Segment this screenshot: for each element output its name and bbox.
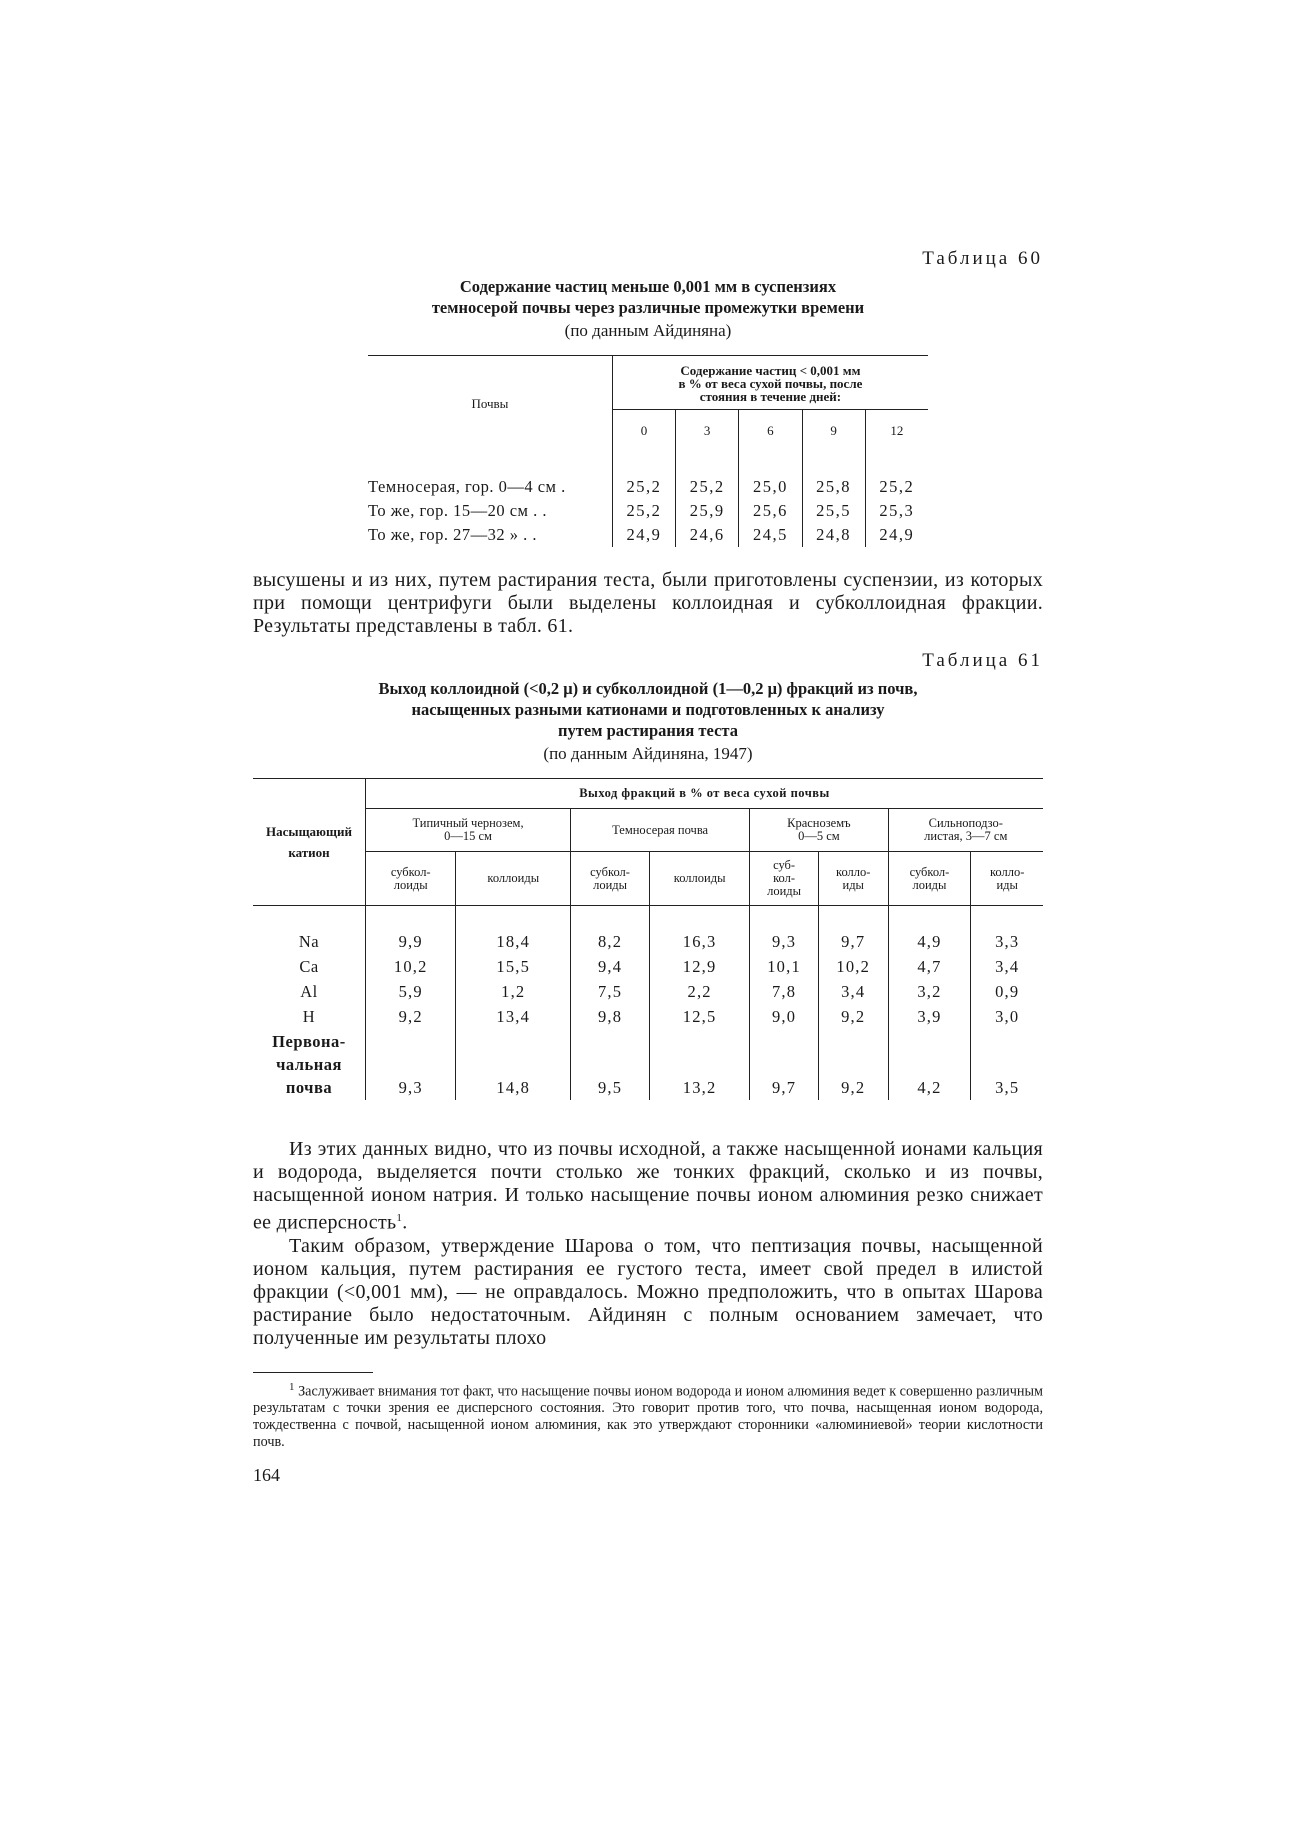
column-header-cation [253,779,366,906]
table-cell: 14,8 [456,1029,571,1100]
table-cell: 10,1 [750,954,819,979]
column-header-fraction: суб- кол- лоиды [750,852,819,906]
paragraph-1: высушены и из них, путем растирания теста, были приготовлены суспензии, из которых при помощи центрифуги были выделены коллоидная и субколлоидная фракции. Результаты представлены в табл. 61. [253,569,1043,637]
table-cell: 24,9 [865,523,928,547]
table-cell: 0,9 [971,979,1043,1004]
paragraph-3: Таким образом, утверждение Шарова о том, что пептизация почвы, насыщенной ионом кальция, путем растирания ее густого теста, имеет свой предел в илистой фракции (<0,001 мм), — не оправдалось. Можно предположить, что в опытах Шарова растирание было недостаточным. Айдинян с полным основанием замечает, что полученные им результаты плохо [253,1234,1043,1349]
column-header-soil [750,809,888,852]
table-cell: 9,3 [750,906,819,955]
column-header-fraction: колло- иды [818,852,888,906]
table-cell: 13,2 [650,1029,750,1100]
table-cell: 25,2 [676,452,739,499]
table-cell: 9,7 [750,1029,819,1100]
table-cell: 5,9 [366,979,456,1004]
table-61 [253,778,1043,1100]
table-cell: 24,6 [676,523,739,547]
table-cell: 24,8 [802,523,865,547]
table-cell: 25,2 [612,452,675,499]
table-cell: 12,5 [650,1004,750,1029]
table-60-caption: Таблица 60 [922,248,1043,269]
table-cell: 25,2 [865,452,928,499]
column-header-soils: Почвы [368,356,612,453]
table-61-title-line2: насыщенных разными катионами и подготовленных к анализу [411,700,885,719]
table-cell: 16,3 [650,906,750,955]
table-row [368,523,928,547]
footnote-ref: 1 [396,1212,403,1224]
table-cell: 4,2 [888,1029,971,1100]
content-group-line2: в % от веса сухой почвы, после [678,376,863,391]
column-header-content-group [612,356,928,410]
cation-label: Na [298,932,320,951]
cation-label: Ca [299,957,319,976]
table-cell: 7,8 [750,979,819,1004]
column-header-day: 12 [865,410,928,453]
column-header-fraction: коллоиды [650,852,750,906]
table-cell: 9,7 [818,906,888,955]
content-group-line3: стояния в течение дней: [699,389,842,404]
table-cell: 3,0 [971,1004,1043,1029]
table-cell: 12,9 [650,954,750,979]
initial-soil-line3: почва [285,1078,333,1097]
cation-label: Al [300,982,318,1001]
table-cell: 10,2 [818,954,888,979]
column-header-soil [366,809,571,852]
table-60-source: (по данным Айдиняна) [564,321,732,340]
paragraph-2-text: Из этих данных видно, что из почвы исходной, а также насыщенной ионами кальция и водорода, выделяется почти столько же тонких фракций, сколько и из почвы, насыщенной ионом натрия. И только насыщение почвы ионом алюминия резко снижает ее дисперсность [253,1138,1043,1234]
table-cell: 8,2 [571,906,650,955]
table-cell: 3,2 [888,979,971,1004]
column-header-yield: Выход фракций в % от веса сухой почвы [366,779,1044,809]
table-61-title-line1: Выход коллоидной (<0,2 μ) и субколлоидной (1—0,2 μ) фракций из почв, [378,679,918,698]
soil-name: Темносерая, гор. 0—4 см . [368,477,566,496]
table-cell: 25,8 [802,452,865,499]
footnote-mark: 1 [289,1380,295,1393]
table-60-title-line2: темносерой почвы через различные промежутки времени [431,298,865,317]
table-cell: 10,2 [366,954,456,979]
table-cell: 9,5 [571,1029,650,1100]
page-content [253,248,1043,1486]
table-cell: 15,5 [456,954,571,979]
page-number: 164 [253,1465,280,1486]
table-cell: 25,0 [739,452,802,499]
table-cell: 9,4 [571,954,650,979]
column-header-fraction: коллоиды [456,852,571,906]
cation-header-line2: катион [288,845,330,860]
table-cell: 3,3 [971,906,1043,955]
column-header-day: 3 [676,410,739,453]
table-row [253,1004,1043,1029]
table-cell: 9,8 [571,1004,650,1029]
table-60-title-line1: Содержание частиц меньше 0,001 мм в суспензиях [459,277,837,296]
column-header-fraction: субкол- лоиды [888,852,971,906]
table-row [368,499,928,523]
table-cell: 9,2 [366,1004,456,1029]
soil-header-line2: 0—15 см [444,829,492,843]
column-header-day: 9 [802,410,865,453]
table-cell: 9,0 [750,1004,819,1029]
column-header-day: 6 [739,410,802,453]
footnote-text: Заслуживает внимания тот факт, что насыщение почвы ионом водорода и ионом алюминия ведет к совершенно различным результатам с точки зрения ее дисперсного состояния. Это говорит против того, что почва, насыщенная ионом водорода, тождественна с почвой, насыщенной ионом алюминия, как это утверждают сторонники «алюминиевой» теории кислотности почв. [253,1383,1044,1451]
table-cell: 3,9 [888,1004,971,1029]
footnote-rule [253,1372,373,1373]
table-61-caption: Таблица 61 [922,650,1043,671]
table-cell: 25,6 [739,499,802,523]
soil-header-line1: Красноземъ [787,816,851,830]
table-row-initial-soil [253,1029,1043,1100]
table-cell: 4,9 [888,906,971,955]
table-cell: 9,3 [366,1029,456,1100]
table-61-title-line3: путем растирания теста [558,721,738,740]
table-cell: 25,9 [676,499,739,523]
paragraph-2 [253,1138,1043,1235]
column-header-fraction: субкол- лоиды [366,852,456,906]
table-cell: 1,2 [456,979,571,1004]
cation-label: H [302,1007,316,1026]
cation-header-line1: Насыщающий [266,824,352,839]
table-cell: 9,2 [818,1004,888,1029]
column-header-soil [571,809,750,852]
table-cell: 24,9 [612,523,675,547]
paragraph-2-end: . [402,1211,408,1234]
table-cell: 9,2 [818,1029,888,1100]
table-row [368,452,928,499]
table-cell: 25,5 [802,499,865,523]
soil-header-line1: Темносерая почва [612,822,709,837]
table-row [253,906,1043,955]
cation-label [253,1029,366,1100]
table-cell: 3,5 [971,1029,1043,1100]
soil-header-line1: Сильноподзо- [928,816,1003,830]
column-header-soil [888,809,1043,852]
content-group-line1: Содержание частиц < 0,001 мм [680,363,861,378]
table-cell: 7,5 [571,979,650,1004]
soil-header-line2: листая, 3—7 см [924,829,1008,843]
table-cell: 18,4 [456,906,571,955]
soil-header-line2: 0—5 см [798,829,840,843]
column-header-day: 0 [612,410,675,453]
soil-name: То же, гор. 27—32 » . . [368,525,537,544]
initial-soil-line2: чальная [276,1055,342,1074]
table-cell: 3,4 [971,954,1043,979]
table-cell: 2,2 [650,979,750,1004]
table-cell: 25,3 [865,499,928,523]
footnote [253,1372,1043,1452]
soil-name: То же, гор. 15—20 см . . [368,501,547,520]
table-60 [368,355,928,547]
initial-soil-line1: Первона- [272,1032,346,1051]
table-cell: 24,5 [739,523,802,547]
table-61-source: (по данным Айдиняна, 1947) [543,744,753,763]
table-cell: 25,2 [612,499,675,523]
table-cell: 13,4 [456,1004,571,1029]
column-header-fraction: субкол- лоиды [571,852,650,906]
soil-header-line1: Типичный чернозем, [412,816,524,830]
table-cell: 3,4 [818,979,888,1004]
table-row [253,954,1043,979]
column-header-fraction: колло- иды [971,852,1043,906]
table-row [253,979,1043,1004]
table-cell: 9,9 [366,906,456,955]
table-cell: 4,7 [888,954,971,979]
